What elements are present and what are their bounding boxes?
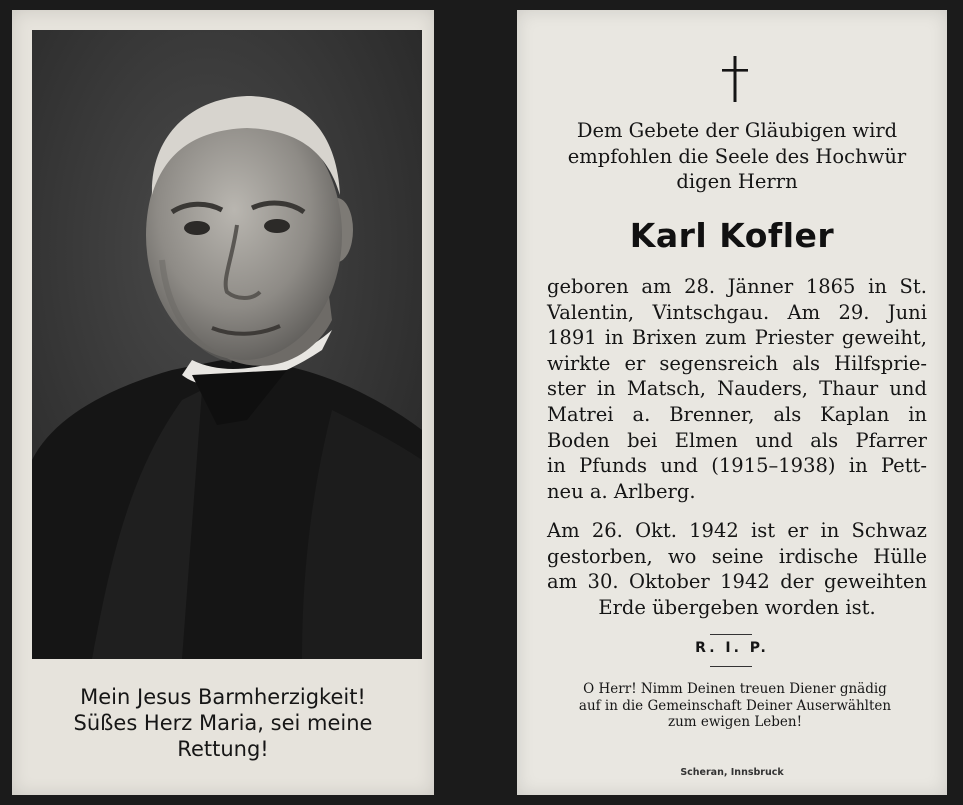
- prayer-line: zum ewigen Leben!: [667, 714, 803, 730]
- death-line: [547, 518, 927, 544]
- word: Brixen: [631, 326, 697, 350]
- word: 26.: [591, 519, 623, 542]
- word: 1942: [720, 570, 770, 594]
- bio-line: [547, 428, 927, 454]
- death-line: [547, 544, 927, 570]
- word: Priester: [754, 326, 834, 350]
- word: der: [780, 570, 814, 594]
- word: 1942: [689, 519, 739, 542]
- intro-line: Dem Gebete der Gläubigen wird: [576, 119, 898, 142]
- portrait-card: [12, 10, 434, 795]
- word: zum: [705, 326, 747, 350]
- word: in: [848, 454, 868, 478]
- bio-line: [547, 300, 927, 326]
- word: Pfarrer: [855, 428, 927, 452]
- word: ster: [547, 377, 586, 401]
- word: Hilfsprie-: [834, 351, 927, 375]
- word: (1915–1938): [711, 454, 836, 478]
- divider-bottom: [710, 666, 752, 667]
- word: am: [547, 570, 578, 594]
- word: Hülle: [873, 544, 927, 568]
- word: Am: [547, 519, 580, 542]
- word: 28.: [684, 275, 716, 298]
- word: ist: [751, 519, 776, 542]
- bio-line: [547, 402, 927, 428]
- intro-text: [547, 118, 927, 195]
- word: Valentin,: [547, 300, 635, 324]
- prayer-line: Mein Jesus Barmherzigkeit!: [80, 685, 366, 709]
- deceased-name: Karl Kofler: [629, 216, 835, 255]
- word: Matsch,: [626, 377, 706, 401]
- word: Brenner,: [669, 402, 755, 426]
- prayer-line: Süßes Herz Maria, sei meine: [73, 711, 373, 735]
- bio-line: [547, 453, 927, 479]
- word: segensreich: [659, 351, 779, 375]
- word: als: [810, 428, 839, 452]
- printer-credit: Scheran, Innsbruck: [680, 767, 784, 778]
- death-line: [547, 569, 927, 595]
- word: Am: [787, 300, 821, 324]
- intro-line: empfohlen die Seele des Hochwür: [567, 144, 907, 168]
- word: Pfunds: [579, 454, 648, 478]
- word: Thaur: [819, 377, 879, 401]
- word: in: [820, 519, 840, 542]
- word: Nauders,: [717, 377, 808, 401]
- word: Matrei: [547, 402, 614, 426]
- bio-line: [547, 325, 927, 351]
- intro-line: digen Herrn: [676, 170, 798, 194]
- word: in: [868, 275, 887, 298]
- word: als: [792, 351, 821, 375]
- word: St.: [899, 275, 927, 298]
- word: Okt.: [635, 519, 677, 542]
- death-line: Erde übergeben worden ist.: [598, 595, 876, 619]
- word: bei: [627, 428, 658, 452]
- word: wirkte: [547, 351, 611, 375]
- word: und: [889, 377, 927, 401]
- word: seine: [711, 544, 764, 568]
- divider-top: [710, 634, 752, 635]
- prayer-line: O Herr! Nimm Deinen treuen Diener gnädig: [583, 681, 887, 697]
- memorial-text-card: [517, 10, 947, 795]
- word: gestorben,: [547, 544, 653, 568]
- biography-text: [547, 274, 927, 504]
- word: Boden: [547, 428, 610, 452]
- word: und: [755, 428, 793, 452]
- word: als: [773, 402, 802, 426]
- word: und: [660, 454, 698, 478]
- prayer-line: auf in die Gemeinschaft Deiner Auserwählten: [578, 697, 892, 714]
- word: in: [604, 326, 624, 350]
- word: Schwaz: [851, 519, 927, 542]
- portrait-photo: [32, 30, 422, 659]
- death-text: [547, 518, 927, 620]
- latin-cross-icon: [722, 56, 748, 102]
- word: geweiht,: [841, 326, 927, 350]
- word: er: [787, 519, 809, 542]
- rip-text: R. I. P.: [695, 640, 769, 656]
- word: in: [596, 377, 616, 401]
- word: wo: [667, 544, 697, 568]
- word: Juni: [887, 300, 927, 324]
- word: er: [624, 351, 646, 375]
- word: in: [908, 402, 927, 426]
- bio-line: [547, 351, 927, 377]
- word: Oktober: [628, 570, 710, 594]
- prayer-text-right: [535, 681, 935, 731]
- word: Vintschgau.: [652, 300, 770, 324]
- prayer-line: Rettung!: [177, 737, 269, 761]
- word: Elmen: [674, 428, 738, 452]
- bio-line: neu a. Arlberg.: [547, 479, 696, 503]
- word: geweihten: [823, 570, 927, 594]
- word: 1865: [805, 275, 856, 298]
- word: 29.: [838, 300, 870, 324]
- bio-line: [547, 376, 927, 402]
- word: am: [641, 275, 672, 298]
- word: Pett-: [880, 454, 927, 478]
- prayer-text-left: [12, 684, 434, 762]
- word: geboren: [547, 275, 629, 298]
- word: Jänner: [727, 275, 794, 298]
- bio-line: [547, 274, 927, 300]
- word: irdische: [778, 544, 859, 568]
- word: 30.: [587, 570, 619, 594]
- word: in: [547, 454, 566, 478]
- word: 1891: [547, 326, 597, 350]
- word: Kaplan: [820, 402, 890, 426]
- word: a.: [632, 402, 651, 426]
